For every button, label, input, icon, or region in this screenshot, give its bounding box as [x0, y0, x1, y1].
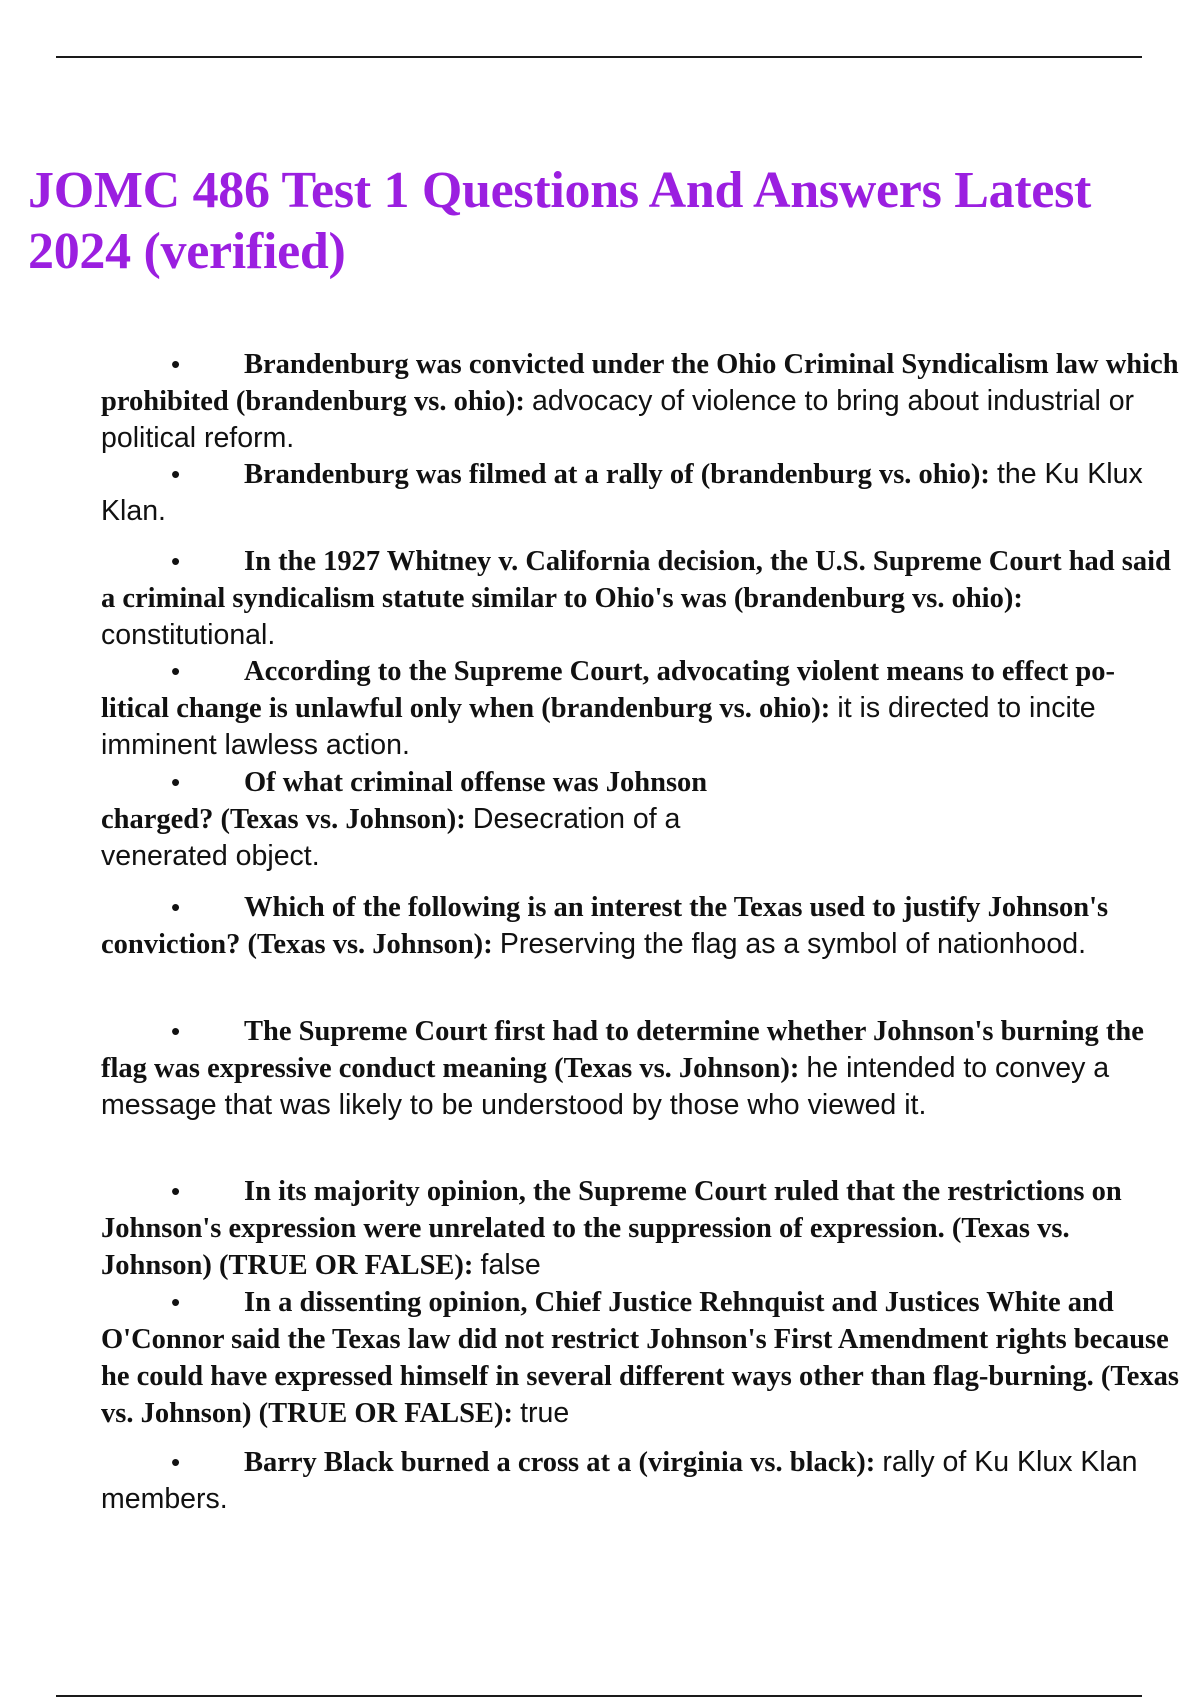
- answer-text: it is directed to incite imminent lawless action.: [101, 692, 1096, 761]
- qa-item-5: • Of what criminal offense was Johnson charged? (Texas vs. Johnson): Desecration of a venerated object.: [101, 764, 801, 875]
- bottom-rule: [56, 1695, 1142, 1697]
- bullet: •: [171, 349, 181, 379]
- top-rule: [56, 56, 1142, 58]
- bullet: •: [171, 1016, 181, 1046]
- answer-text: he intended to convey a message that was likely to be understood by those who viewed it.: [101, 1052, 1110, 1121]
- document-title: JOMC 486 Test 1 Questions And Answers Latest 2024 (verified): [28, 162, 1092, 280]
- bullet: •: [171, 459, 181, 489]
- qa-item-4: • According to the Supreme Court, advocating violent means to effect po- litical change is unlawful only when (brandenburg vs. ohio): it is directed to incite imminent lawless action.: [101, 653, 1181, 764]
- answer-text: the Ku Klux Klan.: [101, 458, 1143, 527]
- bullet: •: [171, 656, 181, 686]
- answer-text: rally of Ku Klux Klan members.: [101, 1446, 1138, 1515]
- answer-text: false: [480, 1249, 541, 1281]
- question-text: In its majority opinion, the Supreme Court ruled that the restrictions on Johnson's expression were unrelated to the suppression of expression. (Texas vs. Johnson) (TRUE OR FALSE): [101, 1176, 1122, 1281]
- answer-text: true: [520, 1397, 570, 1429]
- answer-text: Desecration of a venerated object.: [101, 803, 681, 872]
- answer-text: constitutional.: [101, 619, 276, 651]
- answer-text: Preserving the flag as a symbol of nationhood.: [499, 928, 1086, 960]
- qa-item-8: • In its majority opinion, the Supreme Court ruled that the restrictions on Johnson's expression were unrelated to the suppression of expression. (Texas vs. Johnson) (TRUE OR FALSE): false: [101, 1173, 1181, 1284]
- question-text: Which of the following is an interest the Texas used to justify Johnson's conviction? (Texas vs. Johnson): [101, 892, 1109, 960]
- qa-item-6: • Which of the following is an interest the Texas used to justify Johnson's conviction? (Texas vs. Johnson): Preserving the flag as a symbol of nationhood.: [101, 889, 1181, 963]
- qa-item-3: • In the 1927 Whitney v. California decision, the U.S. Supreme Court had said a criminal syndicalism statute similar to Ohio's was (brandenburg vs. ohio): constitutional.: [101, 543, 1181, 654]
- question-text: In the 1927 Whitney v. California decision, the U.S. Supreme Court had said a criminal syndicalism statute similar to Ohio's was (brandenburg vs. ohio): [101, 546, 1171, 614]
- question-text: Brandenburg was convicted under the Ohio Criminal Syndicalism law which prohibited (brandenburg vs. ohio): [101, 349, 1179, 417]
- qa-item-10: • Barry Black burned a cross at a (virginia vs. black): rally of Ku Klux Klan members.: [101, 1446, 1138, 1515]
- question-text: Brandenburg was filmed at a rally of (brandenburg vs. ohio): [244, 459, 981, 490]
- answer-text: advocacy of violence to bring about industrial or political reform.: [101, 385, 1135, 454]
- bullet: •: [171, 546, 181, 576]
- bullet: •: [171, 1287, 181, 1317]
- question-text: The Supreme Court first had to determine whether Johnson's burning the flag was expressive conduct meaning (Texas vs. Johnson): [101, 1016, 1144, 1084]
- question-text: According to the Supreme Court, advocating violent means to effect po- litical change is unlawful only when (brandenburg vs. ohio): [101, 656, 1115, 724]
- qa-item-7: • The Supreme Court first had to determine whether Johnson's burning the flag was expressive conduct meaning (Texas vs. Johnson): he intended to convey a message that was likely to be understood by those who viewed it.: [101, 1013, 1181, 1124]
- qa-item-2: • Brandenburg was filmed at a rally of (brandenburg vs. ohio): the Ku Klux Klan.: [101, 458, 1143, 527]
- bullet: •: [171, 892, 181, 922]
- question-text: In a dissenting opinion, Chief Justice Rehnquist and Justices White and O'Connor said the Texas law did not restrict Johnson's First Amendment rights because he could have expressed himself in several different ways other than flag-burning. (Texas vs. Johnson) (TRUE OR FALSE): [101, 1287, 1180, 1429]
- bullet: •: [171, 1176, 181, 1206]
- question-text: Of what criminal offense was Johnson charged? (Texas vs. Johnson): [101, 767, 708, 835]
- bullet: •: [171, 1447, 181, 1477]
- qa-item-1: • Brandenburg was convicted under the Ohio Criminal Syndicalism law which prohibited (brandenburg vs. ohio): advocacy of violence to bring about industrial or political reform.: [101, 346, 1181, 457]
- question-text: Barry Black burned a cross at a (virginia vs. black): [244, 1447, 866, 1478]
- bullet: •: [171, 767, 181, 797]
- qa-item-9: • In a dissenting opinion, Chief Justice Rehnquist and Justices White and O'Connor said the Texas law did not restrict Johnson's First Amendment rights because he could have expressed himself in several different ways other than flag-burning. (Texas vs. Johnson) (TRUE OR FALSE): true: [101, 1284, 1181, 1432]
